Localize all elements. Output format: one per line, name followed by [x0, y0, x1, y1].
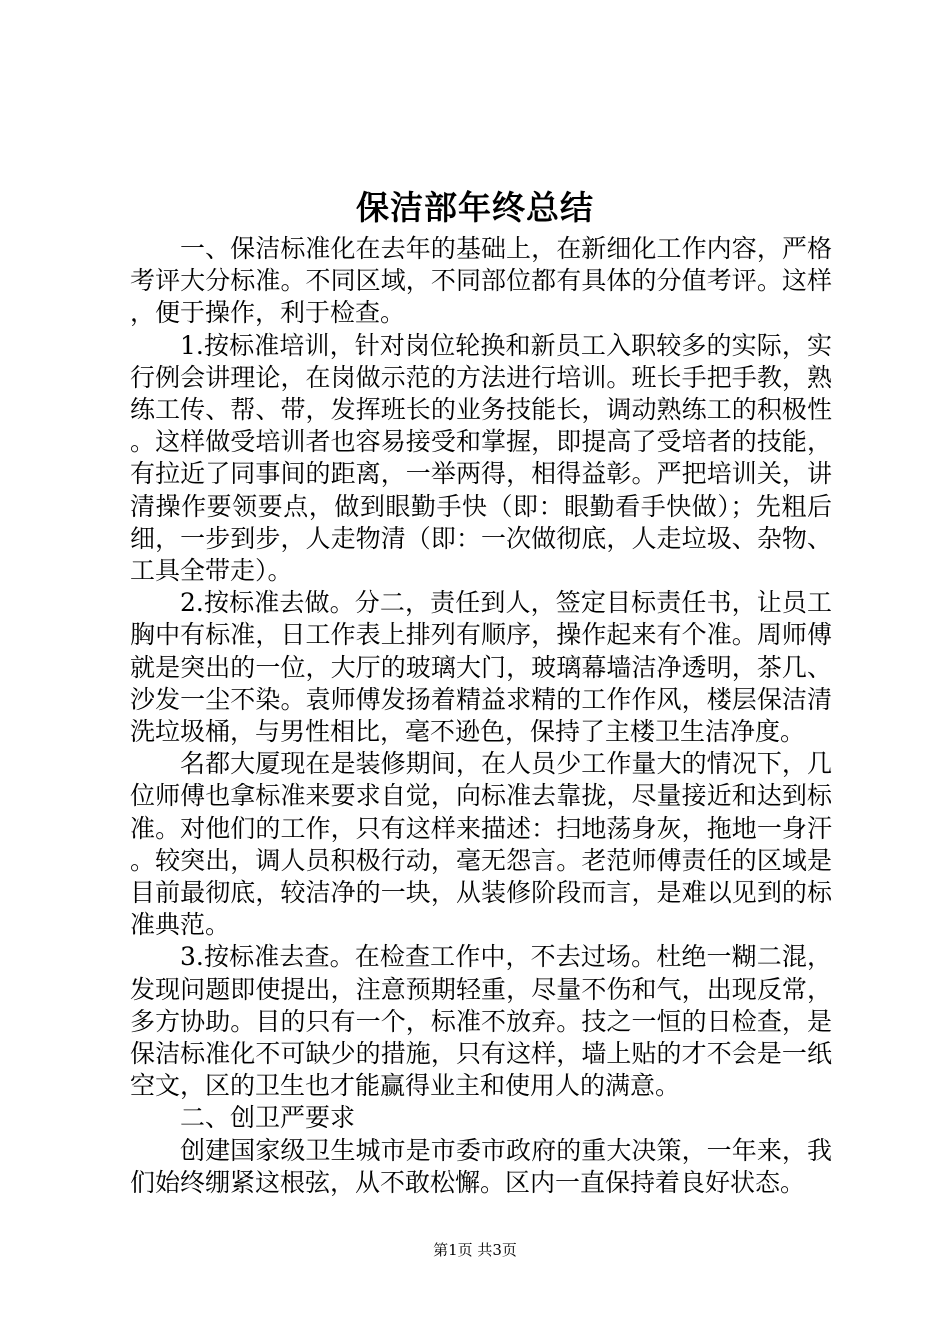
document-title: 保洁部年终总结 [356, 188, 594, 227]
paragraph-1: 一、保洁标准化在去年的基础上，在新细化工作内容，严格考评大分标准。不同区域，不同部位都有具体的分值考评。这样，便于操作，利于检查。 [130, 234, 832, 328]
paragraph-6: 创建国家级卫生城市是市委市政府的重大决策，一年来，我们始终绷紧这根弦，从不敢松懈。区内一直保持着良好状态。 [130, 1135, 832, 1197]
page-footer: 第1页 共3页 [433, 1241, 517, 1259]
paragraph-2: 1.按标准培训，针对岗位轮换和新员工入职较多的实际，实行例会讲理论，在岗做示范的方法进行培训。班长手把手教，熟练工传、帮、带，发挥班长的业务技能长，调动熟练工的积极性。这样做受培训者也容易接受和掌握，即提高了受培者的技能，有拉近了同事间的距离，一举两得，相得益彰。严把培训关，讲清操作要领要点，做到眼勤手快（即：眼勤看手快做）；先粗后细，一步到步，人走物清（即：一次做彻底，人走垃圾、杂物、工具全带走）。 [130, 330, 832, 586]
paragraph-5: 3.按标准去查。在检查工作中，不去过场。杜绝一糊二混，发现问题即使提出，注意预期轻重，尽量不伤和气，出现反常，多方协助。目的只有一个，标准不放弃。技之一恒的日检查，是保洁标准化不可缺少的措施，只有这样，墙上贴的才不会是一纸空文，区的卫生也才能赢得业主和使用人的满意。 [130, 942, 832, 1101]
document-body [130, 233, 832, 1199]
paragraph-4: 名都大厦现在是装修期间，在人员少工作量大的情况下，几位师傅也拿标准来要求自觉，向标准去靠拢，尽量接近和达到标准。对他们的工作，只有这样来描述：扫地荡身灰，拖地一身汗。较突出，调人员积极行动，毫无怨言。老范师傅责任的区域是目前最彻底，较洁净的一块，从装修阶段而言，是难以见到的标准典范。 [130, 749, 832, 940]
paragraph-3: 2.按标准去做。分二，责任到人，签定目标责任书，让员工胸中有标准，日工作表上排列有顺序，操作起来有个准。周师傅就是突出的一位，大厅的玻璃大门，玻璃幕墙洁净透明，茶几、沙发一尘不染。袁师傅发扬着精益求精的工作作风，楼层保洁清洗垃圾桶，与男性相比，毫不逊色，保持了主楼卫生洁净度。 [130, 588, 832, 747]
section-heading: 二、创卫严要求 [180, 1103, 356, 1133]
